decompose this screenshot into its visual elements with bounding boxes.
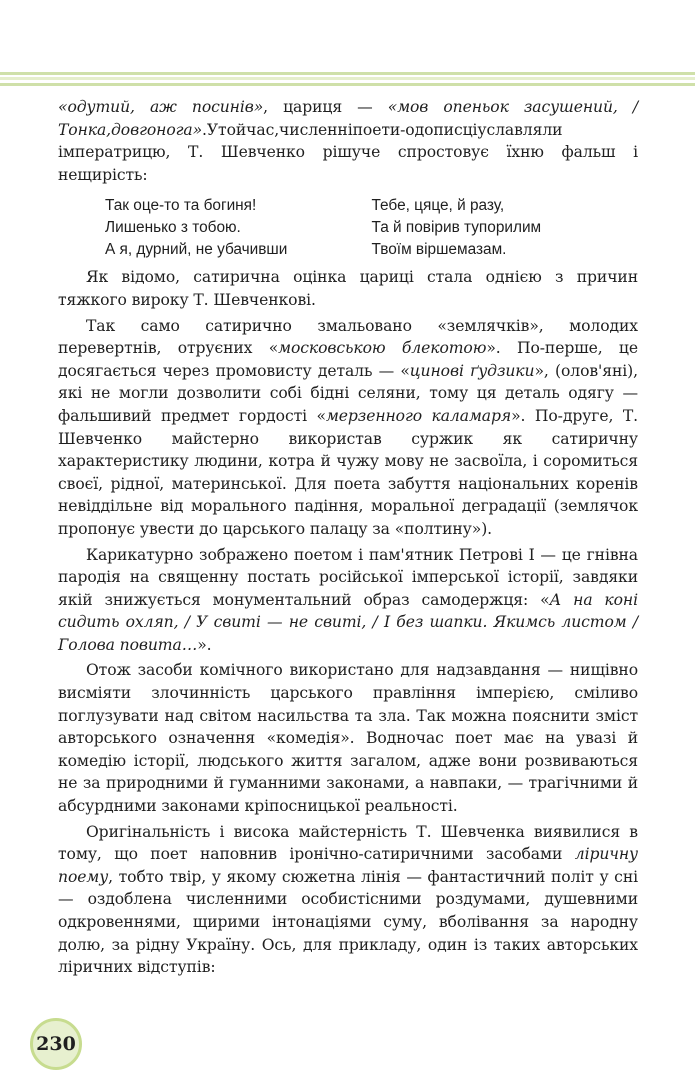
poem-line: Лишенько з тобою. bbox=[105, 219, 241, 237]
paragraph-5: Отож засоби комічного використано для надзавдання — нищівно висміяти злочинність царського правління імперією, сміливо поглузувати над світом насильства та зла. Так можна пояснити зміст авторського означення «комедія». Водночас поет має на увазі й комедію історії, людського життя загалом, адже вони розвиваються не за природними й гуманними законами, а навпаки, — трагічними й абсурдними законами кріпосницької реальності. bbox=[58, 661, 638, 816]
paragraph-4: Карикатурно зображено поетом і пам'ятник Петрові І — це гнівна пародія на священну постать російської імперської історії, завдяки якій знижується монументальний образ самодержця: «А на коні сидить охляп, / У свиті — не свиті, / І без шапки. Якимсь листом / Голова повита…». bbox=[58, 545, 638, 654]
paragraph-2: Як відомо, сатирична оцінка цариці стала однією з причин тяжкого вироку Т. Шевченкові. bbox=[58, 268, 638, 309]
emphasis: ліричну поему bbox=[58, 845, 638, 886]
poem-column-right bbox=[372, 195, 639, 261]
top-decorative-rule bbox=[0, 72, 695, 86]
poem-line: Так оце-то та богиня! bbox=[105, 197, 257, 215]
poem-excerpt bbox=[105, 195, 638, 261]
poem-line: А я, дурний, не убачивши bbox=[105, 241, 288, 259]
quote-tsaritsa: «мов опеньок засушений, / Тонка,довгонога» bbox=[58, 98, 639, 139]
paragraph-1: «одутий, аж посинів», цариця — «мов опеньок засушений, / Тонка,довгонога».Утойчас,численніпоети-одописціуславляли імператрицю, Т. Шевченко рішуче спростовує їхню фальш і нещирість: bbox=[58, 98, 639, 184]
poem-line: Твоїм віршемазам. bbox=[371, 241, 507, 259]
paragraph-6: Оригінальність і висока майстерність Т. Шевченка виявилися в тому, що поет наповнив іронічно-сатиричними засобами ліричну поему, тобто твір, у якому сюжетна лінія — фантастичний політ у сні — оздоблена численними особистісними роздумами, душевними одкровеннями, щирими інтонаціями суму, вболівання за народну долю, за рідну Україну. Ось, для прикладу, один із таких авторських ліричних відступів: bbox=[58, 822, 638, 977]
paragraph-3: Так само сатирично змальовано «землячків», молодих перевертнів, отруєних «московською блекотою». По-перше, це досягається через промовисту деталь — «цинові ґудзики», (олов'яні), які не могли дозволити собі бідні селяни, тому ця деталь одягу — фальшивий предмет гордості «мерзенного каламаря». По-друге, Т. Шевченко майстерно використав суржик як сатиричну характеристику людини, котра й чужу мову не засвоїла, і соромиться своєї, рідної, материнської. Для поета забуття національних коренів невіддільне від морального падіння, моральної деградації (землячок пропонує увести до царського палацу за «полтину»). bbox=[58, 316, 639, 538]
poem-line: Та й повірив тупорилим bbox=[371, 219, 542, 237]
page-number-badge: 230 bbox=[30, 1018, 82, 1070]
poem-column-left bbox=[105, 195, 372, 261]
emphasis: цинові ґудзики bbox=[409, 361, 535, 380]
emphasis: московською блекотою bbox=[278, 339, 487, 358]
page-body bbox=[58, 96, 638, 979]
quote-tsar: «одутий, аж посинів» bbox=[58, 98, 264, 116]
emphasis: мерзенного каламаря bbox=[325, 406, 512, 425]
quote-monument: А на коні сидить охляп, / У свиті — не свиті, / І без шапки. Якимсь листом / Голова повита… bbox=[58, 590, 638, 654]
poem-line: Тебе, цяце, й разу, bbox=[371, 197, 505, 215]
